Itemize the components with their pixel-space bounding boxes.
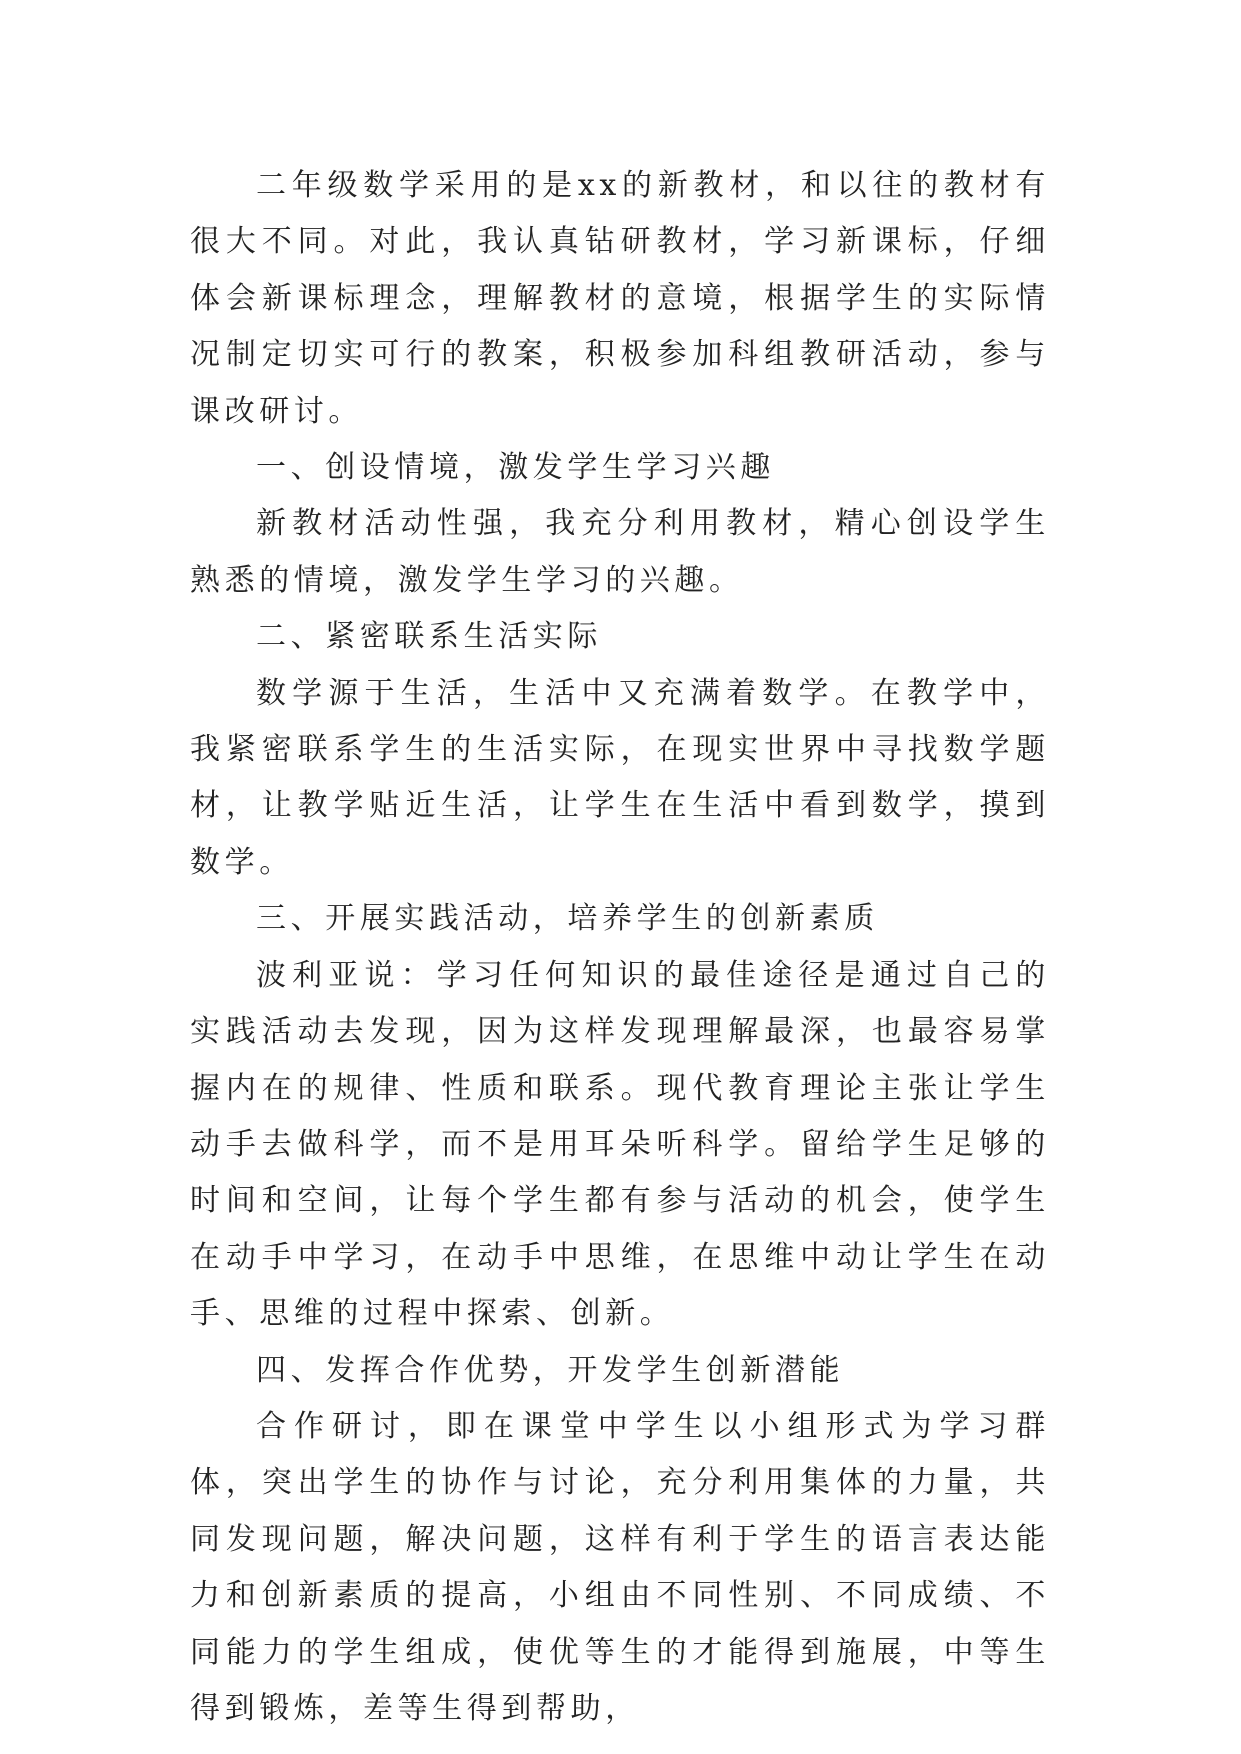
document-page <box>190 158 1050 1737</box>
section-heading: 二、紧密联系生活实际 <box>256 619 602 655</box>
section-heading: 一、创设情境，激发学生学习兴趣 <box>256 450 775 486</box>
body-paragraph: 波利亚说：学习任何知识的最佳途径是通过自己的实践活动去发现，因为这样发现理解最深，也最容易掌握内在的规律、性质和联系。现代教育理论主张让学生动手去做科学，而不是用耳朵听科学。留给学生足够的时间和空间，让每个学生都有参与活动的机会，使学生在动手中学习，在动手中思维，在思维中动让学生在动手、思维的过程中探索、创新。 <box>190 957 1050 1332</box>
section-heading: 四、发挥合作优势，开发学生创新潜能 <box>256 1352 845 1388</box>
body-paragraph: 数学源于生活，生活中又充满着数学。在教学中，我紧密联系学生的生活实际，在现实世界中寻找数学题材，让教学贴近生活，让学生在生活中看到数学，摸到数学。 <box>190 675 1050 880</box>
body-paragraph: 新教材活动性强，我充分利用教材，精心创设学生熟悉的情境，激发学生学习的兴趣。 <box>190 506 1050 598</box>
section-heading: 三、开展实践活动，培养学生的创新素质 <box>256 901 879 937</box>
body-paragraph: 二年级数学采用的是xx的新教材，和以往的教材有很大不同。对此，我认真钻研教材，学习新课标，仔细体会新课标理念，理解教材的意境，根据学生的实际情况制定切实可行的教案，积极参加科组教研活动，参与课改研讨。 <box>190 168 1050 429</box>
body-paragraph: 合作研讨，即在课堂中学生以小组形式为学习群体，突出学生的协作与讨论，充分利用集体的力量，共同发现问题，解决问题，这样有利于学生的语言表达能力和创新素质的提高，小组由不同性别、不同成绩、不同能力的学生组成，使优等生的才能得到施展，中等生得到锻炼，差等生得到帮助， <box>190 1408 1050 1726</box>
